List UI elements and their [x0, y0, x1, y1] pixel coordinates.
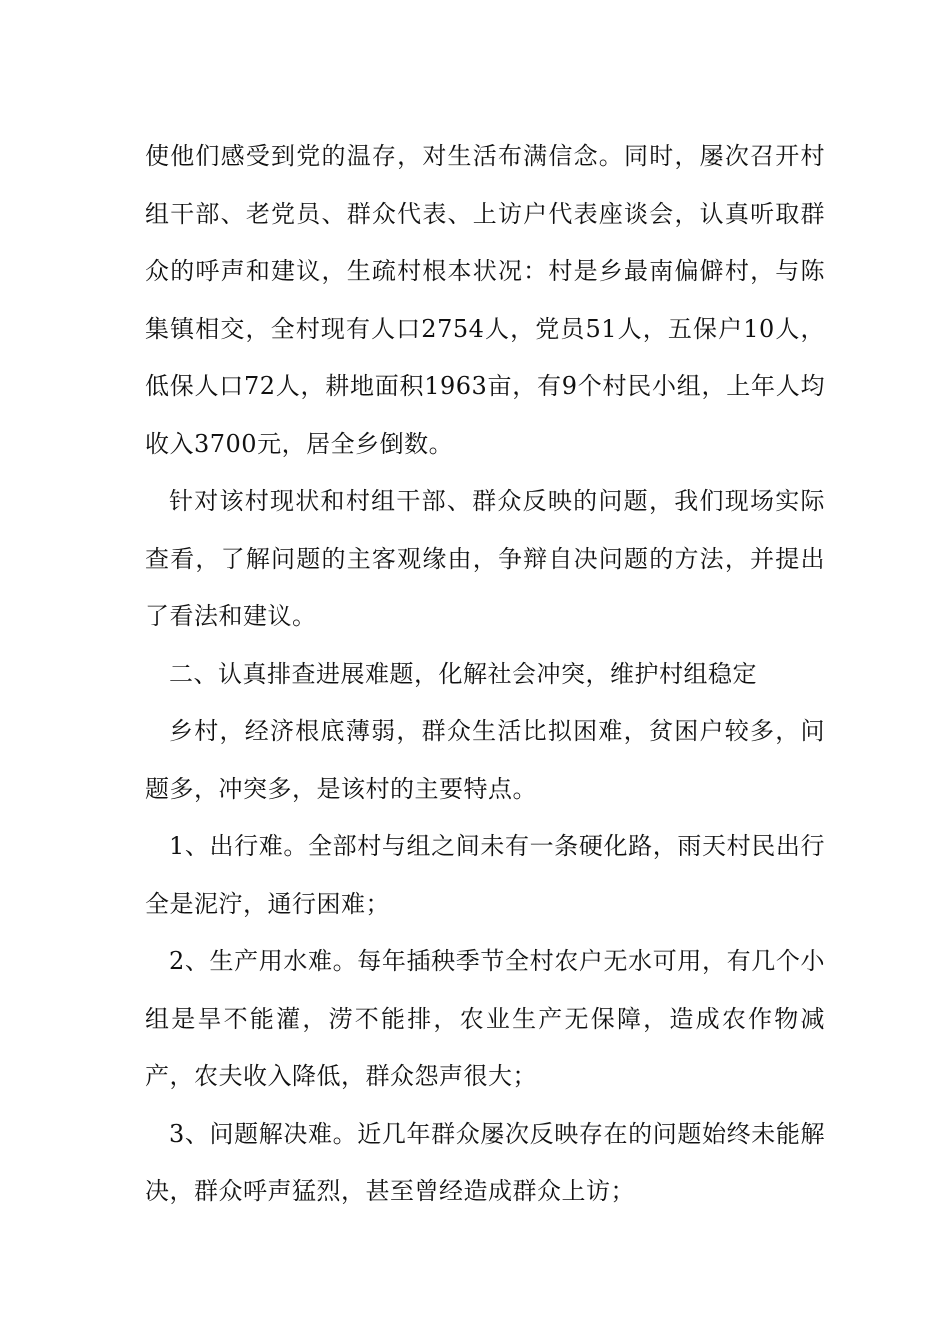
- list-item-2: 2、生产用水难。每年插秧季节全村农户无水可用，有几个小组是旱不能灌，涝不能排，农业生产无保障，造成农作物减产，农夫收入降低，群众怨声很大；: [145, 947, 825, 1090]
- list-item-1: 1、出行难。全部村与组之间未有一条硬化路，雨天村民出行全是泥泞，通行困难；: [145, 832, 825, 918]
- list-item-3: 3、问题解决难。近几年群众屡次反映存在的问题始终未能解决，群众呼声猛烈，甚至曾经造成群众上访；: [145, 1119, 825, 1205]
- section-heading: 二、认真排查进展难题，化解社会冲突，维护村组稳定: [169, 659, 757, 688]
- document-body: [145, 128, 825, 1221]
- paragraph-1: 使他们感受到党的温存，对生活布满信念。同时，屡次召开村组干部、老党员、群众代表、上访户代表座谈会，认真听取群众的呼声和建议，生疏村根本状况：村是乡最南偏僻村，与陈集镇相交，全村现有人口2754人，党员51人，五保户10人，低保人口72人，耕地面积1963亩，有9个村民小组，上年人均收入3700元，居全乡倒数。: [145, 142, 825, 458]
- paragraph-3: 乡村，经济根底薄弱，群众生活比拟困难，贫困户较多，问题多，冲突多，是该村的主要特点。: [145, 717, 825, 803]
- paragraph-2: 针对该村现状和村组干部、群众反映的问题，我们现场实际查看，了解问题的主客观缘由，争辩自决问题的方法，并提出了看法和建议。: [145, 487, 825, 630]
